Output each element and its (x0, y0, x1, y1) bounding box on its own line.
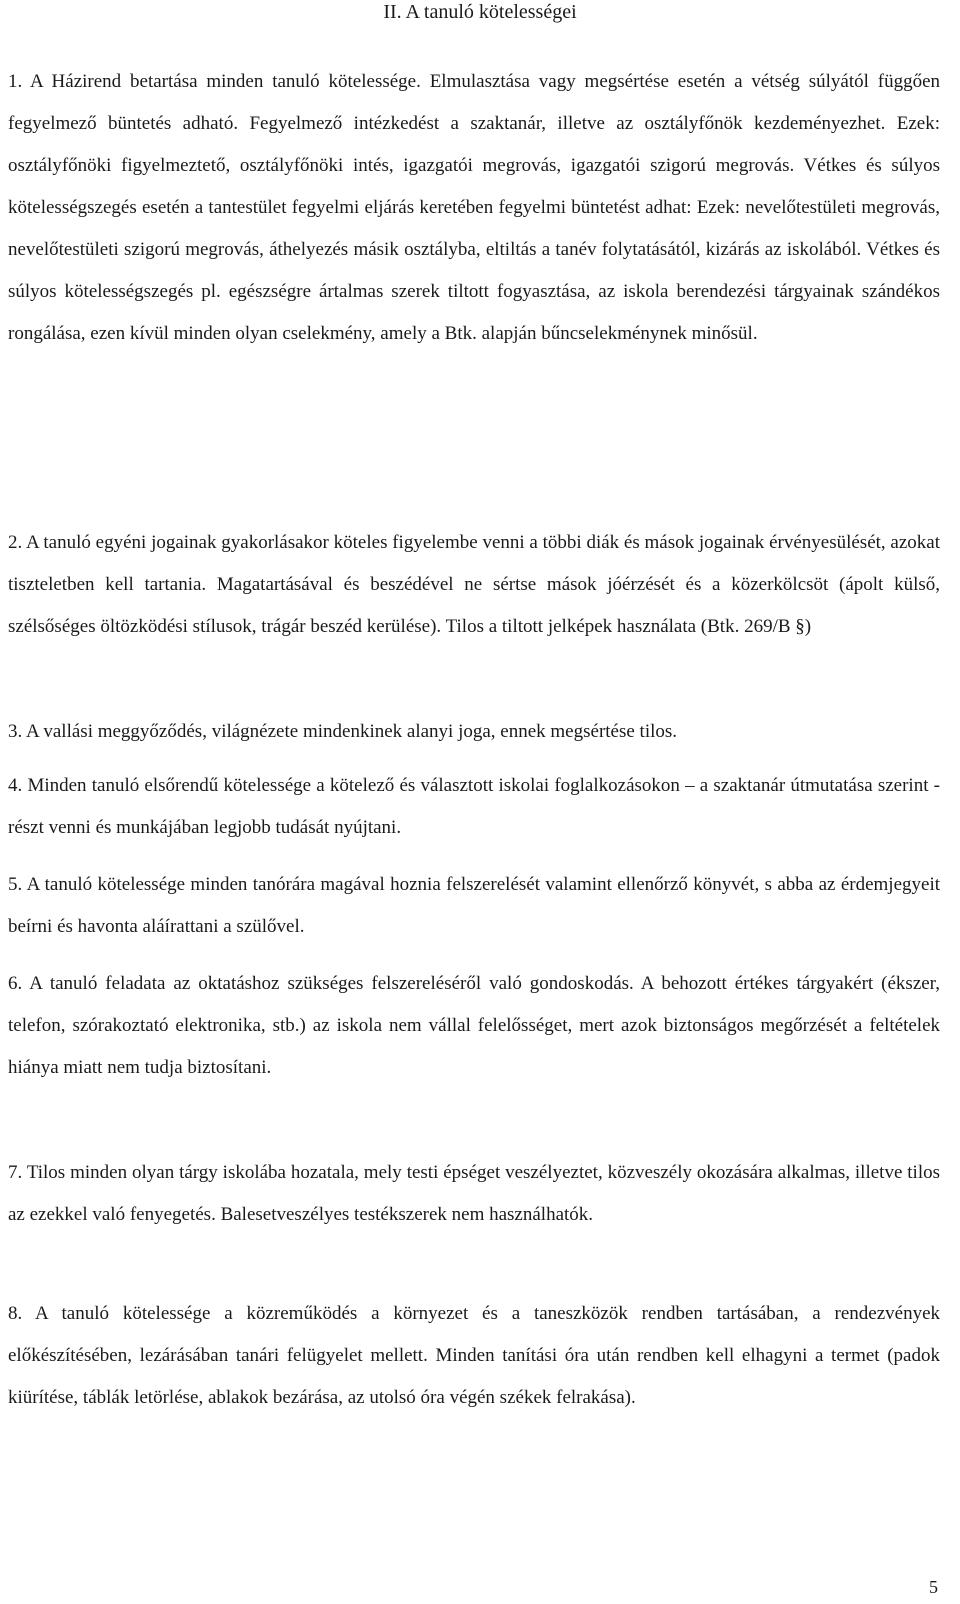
item-number: 2. (8, 532, 23, 553)
item-text: Tilos minden olyan tárgy iskolába hozatala, mely testi épséget veszélyeztet, közveszély okozására alkalmas, illetve tilos az ezekkel való fenyegetés. Balesetveszélyes testékszerek nem használhatók. (8, 1162, 940, 1225)
list-item (8, 1152, 940, 1236)
item-number: 3. (8, 721, 23, 742)
page-title: II. A tanuló kötelességei (383, 1, 577, 23)
list-item (8, 711, 940, 753)
item-number: 8. (8, 1303, 23, 1324)
item-number: 5. (8, 874, 23, 895)
item-number: 6. (8, 973, 23, 994)
page-number: 5 (929, 1577, 938, 1597)
list-item (8, 963, 940, 1089)
item-text: A Házirend betartása minden tanuló kötelessége. Elmulasztása vagy megsértése esetén a vétség súlyától függően fegyelmező büntetés adható. Fegyelmező intézkedést a szaktanár, illetve az osztályfőnök kezdeményezhet. Ezek: osztályfőnöki figyelmeztető, osztályfőnöki intés, igazgatói megrovás, igazgatói szigorú megrovás. Vétkes és súlyos kötelességszegés esetén a tantestület fegyelmi eljárás keretében fegyelmi büntetést adhat: Ezek: nevelőtestületi megrovás, nevelőtestületi szigorú megrovás, áthelyezés másik osztályba, eltiltás a tanév folytatásától, kizárás az iskolából. Vétkes és súlyos kötelességszegés pl. egészségre ártalmas szerek tiltott fogyasztása, az iskola berendezési tárgyainak szándékos rongálása, ezen kívül minden olyan cselekmény, amely a Btk. alapján bűncselekménynek minősül. (8, 71, 940, 344)
item-number: 1. (8, 71, 23, 92)
list-item (8, 1293, 940, 1419)
item-number: 4. (8, 775, 23, 796)
list-item (8, 522, 940, 648)
list-item (8, 61, 940, 355)
item-text: A tanuló feladata az oktatáshoz szükséges felszereléséről való gondoskodás. A behozott értékes tárgyakért (ékszer, telefon, szórakoztató elektronika, stb.) az iskola nem vállal felelősséget, mert azok biztonságos megőrzését a feltételek hiánya miatt nem tudja biztosítani. (8, 973, 941, 1078)
item-text: A tanuló kötelessége a közreműködés a környezet és a taneszközök rendben tartásában, a rendezvények előkészítésében, lezárásában tanári felügyelet mellett. Minden tanítási óra után rendben kell elhagyni a termet (padok kiürítése, táblák letörlése, ablakok bezárása, az utolsó óra végén székek felrakása). (8, 1303, 941, 1408)
list-item (8, 864, 940, 948)
item-text: A tanuló egyéni jogainak gyakorlásakor köteles figyelembe venni a többi diák és mások jogainak érvényesülését, azokat tiszteletben kell tartania. Magatartásával és beszédével ne sértse mások jóérzését és a közerkölcsöt (ápolt külső, szélsőséges öltözködési stílusok, trágár beszéd kerülése). Tilos a tiltott jelképek használata (Btk. 269/B §) (8, 532, 941, 637)
item-text: A tanuló kötelessége minden tanórára magával hoznia felszerelését valamint ellenőrző könyvét, s abba az érdemjegyeit beírni és havonta aláírattani a szülővel. (8, 874, 940, 937)
list-item (8, 765, 940, 849)
item-text: Minden tanuló elsőrendű kötelessége a kötelező és választott iskolai foglalkozásokon – a szaktanár útmutatása szerint - részt venni és munkájában legjobb tudását nyújtani. (8, 775, 941, 838)
item-number: 7. (8, 1162, 23, 1183)
item-text: A vallási meggyőződés, világnézete mindenkinek alanyi joga, ennek megsértése tilos. (25, 721, 678, 742)
